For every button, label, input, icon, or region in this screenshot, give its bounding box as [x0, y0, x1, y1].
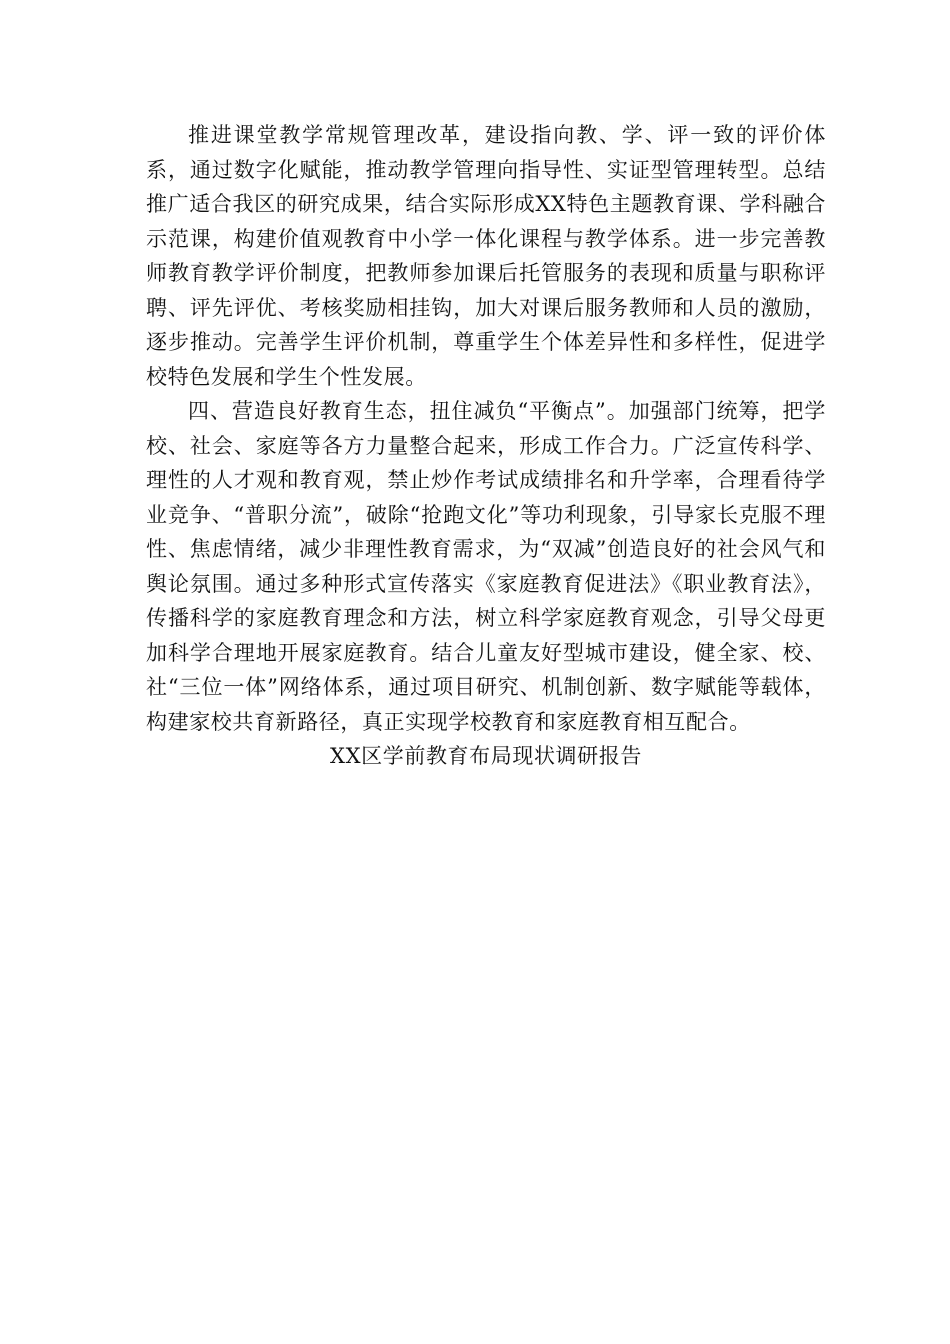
- paragraph-evaluation-reform: 推进课堂教学常规管理改革，建设指向教、学、评一致的评价体系，通过数字化赋能，推动教学管理向指导性、实证型管理转型。总结推广适合我区的研究成果，结合实际形成XX特色主题教育课、学科融合示范课，构建价值观教育中小学一体化课程与教学体系。进一步完善教师教育教学评价制度，把教师参加课后托管服务的表现和质量与职称评聘、评先评优、考核奖励相挂钩，加大对课后服务教师和人员的激励，逐步推动。完善学生评价机制，尊重学生个体差异性和多样性，促进学校特色发展和学生个性发展。: [146, 123, 826, 389]
- document-body: [146, 118, 826, 774]
- next-report-title: XX区学前教育布局现状调研报告: [330, 744, 642, 768]
- paragraph-education-ecology: 四、营造良好教育生态，扭住减负“平衡点”。加强部门统筹，把学校、社会、家庭等各方力量整合起来，形成工作合力。广泛宣传科学、理性的人才观和教育观，禁止炒作考试成绩排名和升学率，合理看待学业竞争、“普职分流”，破除“抢跑文化”等功利现象，引导家长克服不理性、焦虑情绪，减少非理性教育需求，为“双减”创造良好的社会风气和舆论氛围。通过多种形式宣传落实《家庭教育促进法》《职业教育法》，传播科学的家庭教育理念和方法，树立科学家庭教育观念，引导父母更加科学合理地开展家庭教育。结合儿童友好型城市建设，健全家、校、社“三位一体”网络体系，通过项目研究、机制创新、数字赋能等载体，构建家校共育新路径，真正实现学校教育和家庭教育相互配合。: [146, 399, 827, 734]
